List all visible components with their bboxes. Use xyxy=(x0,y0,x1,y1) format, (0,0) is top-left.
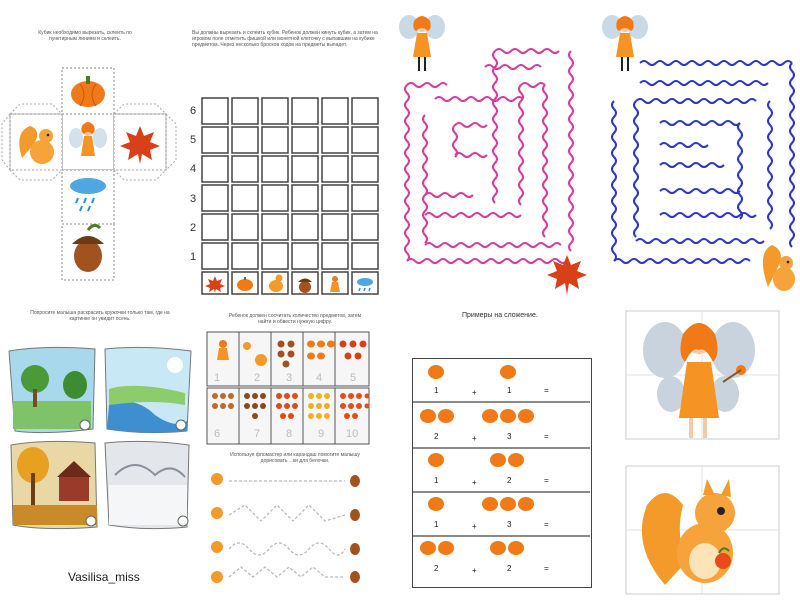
addition-pumpkins xyxy=(412,358,592,588)
fairy-icon xyxy=(399,15,445,71)
row-number: 6 xyxy=(190,105,197,117)
addend-a: 1 xyxy=(434,520,439,529)
addend-a: 2 xyxy=(434,432,439,441)
count-number[interactable]: 1 xyxy=(214,372,221,384)
addend-b: 2 xyxy=(507,476,512,485)
spring-card xyxy=(105,347,191,432)
count-number[interactable]: 2 xyxy=(254,372,261,384)
row-number: 5 xyxy=(190,134,197,146)
equals-sign: = xyxy=(544,432,549,441)
addend-b: 1 xyxy=(507,386,512,395)
pink-maze xyxy=(395,5,595,295)
squirrel-puzzle-card xyxy=(625,465,780,595)
equals-sign: = xyxy=(544,386,549,395)
addend-a: 1 xyxy=(434,386,439,395)
addend-b: 2 xyxy=(507,564,512,573)
addition-title: Примеры на сложение. xyxy=(462,312,538,319)
count-number[interactable]: 9 xyxy=(318,428,325,440)
row-number: 3 xyxy=(190,193,197,205)
maple-leaf-icon xyxy=(547,255,587,295)
cube-net xyxy=(0,60,185,290)
watermark: Vasilisa_miss xyxy=(68,570,140,584)
blue-maze xyxy=(600,5,800,300)
addend-b: 3 xyxy=(507,432,512,441)
summer-card xyxy=(9,347,95,432)
row-number: 2 xyxy=(190,222,197,234)
plus-sign: + xyxy=(472,478,477,487)
row-number: 4 xyxy=(190,163,197,175)
tracing-sheet xyxy=(205,465,370,590)
count-number[interactable]: 3 xyxy=(286,372,293,384)
seasons-instruction: Попросите малыша раскрасить кружочки только там, где на картинке он увидит осень. xyxy=(30,310,170,322)
dice-grid-cells xyxy=(200,96,380,296)
count-number[interactable]: 4 xyxy=(316,372,323,384)
squirrel-icon xyxy=(763,245,795,291)
count-number[interactable]: 8 xyxy=(286,428,293,440)
row-number: 1 xyxy=(190,251,197,263)
plus-sign: + xyxy=(472,522,477,531)
equals-sign: = xyxy=(544,476,549,485)
plus-sign: + xyxy=(472,434,477,443)
grid-instruction: Вы должны вырезать и склеить кубик. Ребенок должен кинуть кубик, а затем на игровом поле отметить фишкой или монетной клеточку с выпавшим на кубике предметом. Через несколько бросков ходов на предметы выпадет. xyxy=(192,30,378,48)
tracing-instruction: Используя фломастер или карандаш помогите малышу дорисовать ...ки для белочки. xyxy=(230,452,360,464)
count-number[interactable]: 5 xyxy=(350,372,357,384)
counting-instruction: Ребенок должен сосчитать количество предметов, затем найти и обвести нужную цифру. xyxy=(228,313,362,325)
fairy-puzzle-card xyxy=(625,310,780,440)
mushroom-icon xyxy=(308,393,330,419)
count-number[interactable]: 10 xyxy=(346,428,359,440)
count-number[interactable]: 6 xyxy=(214,428,221,440)
plus-sign: + xyxy=(472,388,477,397)
autumn-card xyxy=(11,441,97,528)
count-number[interactable]: 7 xyxy=(254,428,261,440)
addend-a: 2 xyxy=(434,564,439,573)
acorn-icon xyxy=(350,475,360,583)
equals-sign: = xyxy=(544,520,549,529)
seasons-cards xyxy=(5,345,195,535)
cube-instruction: Кубик необходимо вырезать, склеить по пунктирным линиям и склеить. xyxy=(38,30,132,42)
squirrel-icon xyxy=(211,473,223,583)
equals-sign: = xyxy=(544,564,549,573)
addend-b: 3 xyxy=(507,520,512,529)
plus-sign: + xyxy=(472,566,477,575)
winter-card xyxy=(105,441,189,528)
addend-a: 1 xyxy=(434,476,439,485)
